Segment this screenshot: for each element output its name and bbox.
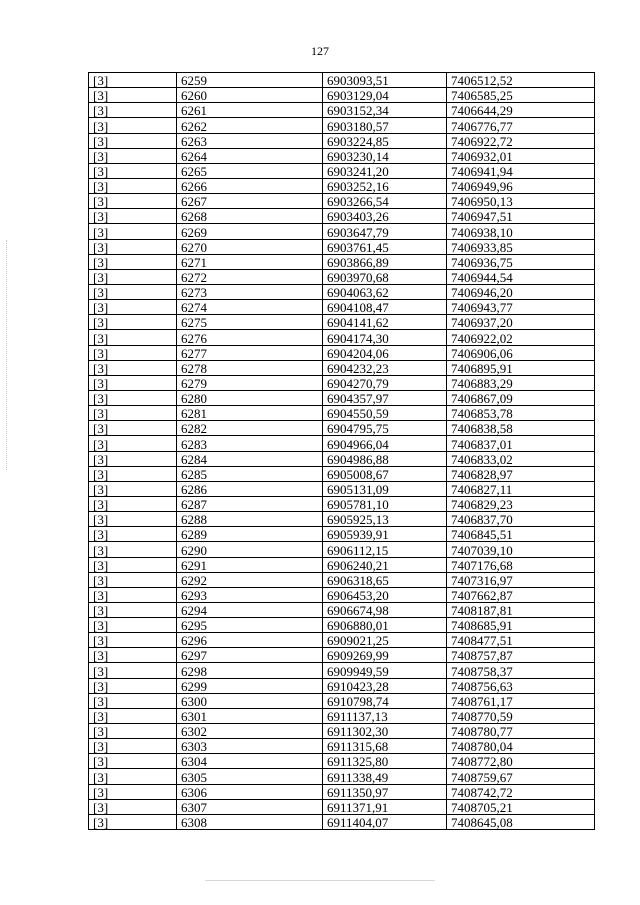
y-coordinate-cell: 7406936,75 (447, 254, 595, 269)
table-row (89, 390, 595, 405)
table-row (89, 178, 595, 193)
x-coordinate-cell: 6910423,28 (323, 678, 447, 693)
y-coordinate-cell: 7408645,08 (447, 814, 595, 829)
point-number-cell: 6306 (177, 784, 323, 799)
point-number-cell: 6276 (177, 330, 323, 345)
source-ref-cell: [3] (89, 345, 177, 360)
y-coordinate-cell: 7406867,09 (447, 390, 595, 405)
source-ref-cell: [3] (89, 239, 177, 254)
x-coordinate-cell: 6903266,54 (323, 194, 447, 209)
source-ref-cell: [3] (89, 315, 177, 330)
source-ref-cell: [3] (89, 224, 177, 239)
source-ref-cell: [3] (89, 163, 177, 178)
source-ref-cell: [3] (89, 799, 177, 814)
y-coordinate-cell: 7408477,51 (447, 633, 595, 648)
source-ref-cell: [3] (89, 481, 177, 496)
x-coordinate-cell: 6906674,98 (323, 602, 447, 617)
x-coordinate-cell: 6911404,07 (323, 814, 447, 829)
source-ref-cell: [3] (89, 648, 177, 663)
y-coordinate-cell: 7408761,17 (447, 693, 595, 708)
point-number-cell: 6300 (177, 693, 323, 708)
x-coordinate-cell: 6904270,79 (323, 375, 447, 390)
source-ref-cell: [3] (89, 784, 177, 799)
table-row (89, 784, 595, 799)
point-number-cell: 6284 (177, 451, 323, 466)
source-ref-cell: [3] (89, 542, 177, 557)
point-number-cell: 6304 (177, 754, 323, 769)
x-coordinate-cell: 6904966,04 (323, 436, 447, 451)
y-coordinate-cell: 7406837,01 (447, 436, 595, 451)
table-row (89, 163, 595, 178)
table-row (89, 269, 595, 284)
source-ref-cell: [3] (89, 754, 177, 769)
table-row (89, 466, 595, 481)
table-row (89, 88, 595, 103)
point-number-cell: 6268 (177, 209, 323, 224)
y-coordinate-cell: 7406833,02 (447, 451, 595, 466)
source-ref-cell: [3] (89, 194, 177, 209)
y-coordinate-cell: 7406949,96 (447, 178, 595, 193)
x-coordinate-cell: 6911302,30 (323, 724, 447, 739)
table-row (89, 542, 595, 557)
source-ref-cell: [3] (89, 88, 177, 103)
point-number-cell: 6266 (177, 178, 323, 193)
point-number-cell: 6263 (177, 133, 323, 148)
point-number-cell: 6303 (177, 739, 323, 754)
source-ref-cell: [3] (89, 284, 177, 299)
table-row (89, 330, 595, 345)
x-coordinate-cell: 6903866,89 (323, 254, 447, 269)
y-coordinate-cell: 7406944,54 (447, 269, 595, 284)
point-number-cell: 6298 (177, 663, 323, 678)
y-coordinate-cell: 7406950,13 (447, 194, 595, 209)
x-coordinate-cell: 6911371,91 (323, 799, 447, 814)
x-coordinate-cell: 6903252,16 (323, 178, 447, 193)
x-coordinate-cell: 6909269,99 (323, 648, 447, 663)
x-coordinate-cell: 6911315,68 (323, 739, 447, 754)
y-coordinate-cell: 7406937,20 (447, 315, 595, 330)
table-row (89, 633, 595, 648)
table-row (89, 451, 595, 466)
source-ref-cell: [3] (89, 103, 177, 118)
x-coordinate-cell: 6906318,65 (323, 572, 447, 587)
source-ref-cell: [3] (89, 421, 177, 436)
x-coordinate-cell: 6904357,97 (323, 390, 447, 405)
source-ref-cell: [3] (89, 118, 177, 133)
x-coordinate-cell: 6903129,04 (323, 88, 447, 103)
table-row (89, 133, 595, 148)
source-ref-cell: [3] (89, 496, 177, 511)
x-coordinate-cell: 6905939,91 (323, 527, 447, 542)
point-number-cell: 6280 (177, 390, 323, 405)
table-row (89, 618, 595, 633)
source-ref-cell: [3] (89, 769, 177, 784)
y-coordinate-cell: 7406941,94 (447, 163, 595, 178)
table-row (89, 557, 595, 572)
y-coordinate-cell: 7406845,51 (447, 527, 595, 542)
y-coordinate-cell: 7406829,23 (447, 496, 595, 511)
x-coordinate-cell: 6909021,25 (323, 633, 447, 648)
point-number-cell: 6286 (177, 481, 323, 496)
y-coordinate-cell: 7406943,77 (447, 300, 595, 315)
point-number-cell: 6279 (177, 375, 323, 390)
y-coordinate-cell: 7406946,20 (447, 284, 595, 299)
point-number-cell: 6260 (177, 88, 323, 103)
y-coordinate-cell: 7407039,10 (447, 542, 595, 557)
x-coordinate-cell: 6911338,49 (323, 769, 447, 784)
table-row (89, 345, 595, 360)
y-coordinate-cell: 7406883,29 (447, 375, 595, 390)
source-ref-cell: [3] (89, 451, 177, 466)
point-number-cell: 6269 (177, 224, 323, 239)
x-coordinate-cell: 6905131,09 (323, 481, 447, 496)
source-ref-cell: [3] (89, 739, 177, 754)
x-coordinate-cell: 6904986,88 (323, 451, 447, 466)
source-ref-cell: [3] (89, 602, 177, 617)
point-number-cell: 6297 (177, 648, 323, 663)
x-coordinate-cell: 6911137,13 (323, 708, 447, 723)
x-coordinate-cell: 6903970,68 (323, 269, 447, 284)
source-ref-cell: [3] (89, 269, 177, 284)
y-coordinate-cell: 7408685,91 (447, 618, 595, 633)
source-ref-cell: [3] (89, 148, 177, 163)
x-coordinate-cell: 6903647,79 (323, 224, 447, 239)
x-coordinate-cell: 6903230,14 (323, 148, 447, 163)
table-row (89, 512, 595, 527)
y-coordinate-cell: 7406933,85 (447, 239, 595, 254)
y-coordinate-cell: 7408770,59 (447, 708, 595, 723)
source-ref-cell: [3] (89, 693, 177, 708)
y-coordinate-cell: 7406947,51 (447, 209, 595, 224)
x-coordinate-cell: 6904204,06 (323, 345, 447, 360)
point-number-cell: 6299 (177, 678, 323, 693)
coordinates-table (88, 72, 595, 830)
point-number-cell: 6302 (177, 724, 323, 739)
source-ref-cell: [3] (89, 572, 177, 587)
x-coordinate-cell: 6905925,13 (323, 512, 447, 527)
point-number-cell: 6281 (177, 406, 323, 421)
y-coordinate-cell: 7407176,68 (447, 557, 595, 572)
point-number-cell: 6307 (177, 799, 323, 814)
x-coordinate-cell: 6906240,21 (323, 557, 447, 572)
source-ref-cell: [3] (89, 557, 177, 572)
table-row (89, 663, 595, 678)
point-number-cell: 6293 (177, 587, 323, 602)
x-coordinate-cell: 6904141,62 (323, 315, 447, 330)
point-number-cell: 6294 (177, 602, 323, 617)
table-row (89, 360, 595, 375)
source-ref-cell: [3] (89, 254, 177, 269)
point-number-cell: 6288 (177, 512, 323, 527)
point-number-cell: 6292 (177, 572, 323, 587)
table-row (89, 678, 595, 693)
y-coordinate-cell: 7406837,70 (447, 512, 595, 527)
x-coordinate-cell: 6904108,47 (323, 300, 447, 315)
point-number-cell: 6277 (177, 345, 323, 360)
table-row (89, 436, 595, 451)
table-row (89, 239, 595, 254)
table-row (89, 496, 595, 511)
x-coordinate-cell: 6903180,57 (323, 118, 447, 133)
source-ref-cell: [3] (89, 527, 177, 542)
source-ref-cell: [3] (89, 724, 177, 739)
point-number-cell: 6291 (177, 557, 323, 572)
page-number: 127 (311, 44, 329, 58)
table-row (89, 769, 595, 784)
y-coordinate-cell: 7406838,58 (447, 421, 595, 436)
x-coordinate-cell: 6904174,30 (323, 330, 447, 345)
y-coordinate-cell: 7408772,80 (447, 754, 595, 769)
y-coordinate-cell: 7406585,25 (447, 88, 595, 103)
source-ref-cell: [3] (89, 814, 177, 829)
table-row (89, 315, 595, 330)
table-row (89, 148, 595, 163)
table-row (89, 224, 595, 239)
y-coordinate-cell: 7406922,72 (447, 133, 595, 148)
table-row (89, 799, 595, 814)
source-ref-cell: [3] (89, 587, 177, 602)
y-coordinate-cell: 7406895,91 (447, 360, 595, 375)
table-row (89, 406, 595, 421)
table-row (89, 572, 595, 587)
x-coordinate-cell: 6910798,74 (323, 693, 447, 708)
y-coordinate-cell: 7406932,01 (447, 148, 595, 163)
source-ref-cell: [3] (89, 390, 177, 405)
table-row (89, 814, 595, 829)
point-number-cell: 6265 (177, 163, 323, 178)
source-ref-cell: [3] (89, 618, 177, 633)
table-row (89, 481, 595, 496)
x-coordinate-cell: 6911350,97 (323, 784, 447, 799)
x-coordinate-cell: 6904063,62 (323, 284, 447, 299)
point-number-cell: 6274 (177, 300, 323, 315)
point-number-cell: 6282 (177, 421, 323, 436)
x-coordinate-cell: 6909949,59 (323, 663, 447, 678)
x-coordinate-cell: 6906453,20 (323, 587, 447, 602)
x-coordinate-cell: 6906112,15 (323, 542, 447, 557)
y-coordinate-cell: 7406922,02 (447, 330, 595, 345)
y-coordinate-cell: 7408756,63 (447, 678, 595, 693)
source-ref-cell: [3] (89, 436, 177, 451)
x-coordinate-cell: 6903224,85 (323, 133, 447, 148)
point-number-cell: 6285 (177, 466, 323, 481)
point-number-cell: 6259 (177, 73, 323, 88)
table-row (89, 194, 595, 209)
table-row (89, 209, 595, 224)
y-coordinate-cell: 7406906,06 (447, 345, 595, 360)
source-ref-cell: [3] (89, 375, 177, 390)
source-ref-cell: [3] (89, 678, 177, 693)
table-row (89, 300, 595, 315)
y-coordinate-cell: 7406828,97 (447, 466, 595, 481)
table-row (89, 708, 595, 723)
y-coordinate-cell: 7408759,67 (447, 769, 595, 784)
x-coordinate-cell: 6903241,20 (323, 163, 447, 178)
table-row (89, 602, 595, 617)
table-row (89, 284, 595, 299)
point-number-cell: 6273 (177, 284, 323, 299)
y-coordinate-cell: 7406853,78 (447, 406, 595, 421)
y-coordinate-cell: 7408705,21 (447, 799, 595, 814)
point-number-cell: 6278 (177, 360, 323, 375)
x-coordinate-cell: 6903761,45 (323, 239, 447, 254)
point-number-cell: 6262 (177, 118, 323, 133)
source-ref-cell: [3] (89, 300, 177, 315)
y-coordinate-cell: 7406938,10 (447, 224, 595, 239)
source-ref-cell: [3] (89, 663, 177, 678)
table-row (89, 648, 595, 663)
x-coordinate-cell: 6903152,34 (323, 103, 447, 118)
table-row (89, 73, 595, 88)
point-number-cell: 6287 (177, 496, 323, 511)
table-row (89, 754, 595, 769)
x-coordinate-cell: 6904232,23 (323, 360, 447, 375)
source-ref-cell: [3] (89, 512, 177, 527)
y-coordinate-cell: 7406512,52 (447, 73, 595, 88)
source-ref-cell: [3] (89, 633, 177, 648)
table-row (89, 375, 595, 390)
point-number-cell: 6270 (177, 239, 323, 254)
point-number-cell: 6267 (177, 194, 323, 209)
table-row (89, 693, 595, 708)
y-coordinate-cell: 7408758,37 (447, 663, 595, 678)
source-ref-cell: [3] (89, 133, 177, 148)
y-coordinate-cell: 7408780,04 (447, 739, 595, 754)
x-coordinate-cell: 6905781,10 (323, 496, 447, 511)
point-number-cell: 6283 (177, 436, 323, 451)
y-coordinate-cell: 7408187,81 (447, 602, 595, 617)
source-ref-cell: [3] (89, 73, 177, 88)
y-coordinate-cell: 7408780,77 (447, 724, 595, 739)
point-number-cell: 6295 (177, 618, 323, 633)
table-row (89, 421, 595, 436)
y-coordinate-cell: 7406827,11 (447, 481, 595, 496)
table-row (89, 103, 595, 118)
bottom-rule (205, 880, 435, 881)
point-number-cell: 6264 (177, 148, 323, 163)
point-number-cell: 6301 (177, 708, 323, 723)
x-coordinate-cell: 6904795,75 (323, 421, 447, 436)
point-number-cell: 6290 (177, 542, 323, 557)
x-coordinate-cell: 6903403,26 (323, 209, 447, 224)
point-number-cell: 6275 (177, 315, 323, 330)
point-number-cell: 6271 (177, 254, 323, 269)
point-number-cell: 6272 (177, 269, 323, 284)
x-coordinate-cell: 6911325,80 (323, 754, 447, 769)
source-ref-cell: [3] (89, 209, 177, 224)
source-ref-cell: [3] (89, 178, 177, 193)
table-row (89, 527, 595, 542)
source-ref-cell: [3] (89, 466, 177, 481)
point-number-cell: 6296 (177, 633, 323, 648)
table-row (89, 739, 595, 754)
source-ref-cell: [3] (89, 406, 177, 421)
y-coordinate-cell: 7407316,97 (447, 572, 595, 587)
source-ref-cell: [3] (89, 360, 177, 375)
table-row (89, 254, 595, 269)
point-number-cell: 6261 (177, 103, 323, 118)
y-coordinate-cell: 7408742,72 (447, 784, 595, 799)
y-coordinate-cell: 7406776,77 (447, 118, 595, 133)
coordinates-table-body (89, 73, 595, 830)
point-number-cell: 6289 (177, 527, 323, 542)
source-ref-cell: [3] (89, 330, 177, 345)
y-coordinate-cell: 7406644,29 (447, 103, 595, 118)
y-coordinate-cell: 7407662,87 (447, 587, 595, 602)
table-row (89, 118, 595, 133)
table-row (89, 724, 595, 739)
x-coordinate-cell: 6905008,67 (323, 466, 447, 481)
x-coordinate-cell: 6906880,01 (323, 618, 447, 633)
x-coordinate-cell: 6904550,59 (323, 406, 447, 421)
source-ref-cell: [3] (89, 708, 177, 723)
page-edge-mark (6, 240, 7, 470)
table-row (89, 587, 595, 602)
y-coordinate-cell: 7408757,87 (447, 648, 595, 663)
point-number-cell: 6305 (177, 769, 323, 784)
x-coordinate-cell: 6903093,51 (323, 73, 447, 88)
point-number-cell: 6308 (177, 814, 323, 829)
